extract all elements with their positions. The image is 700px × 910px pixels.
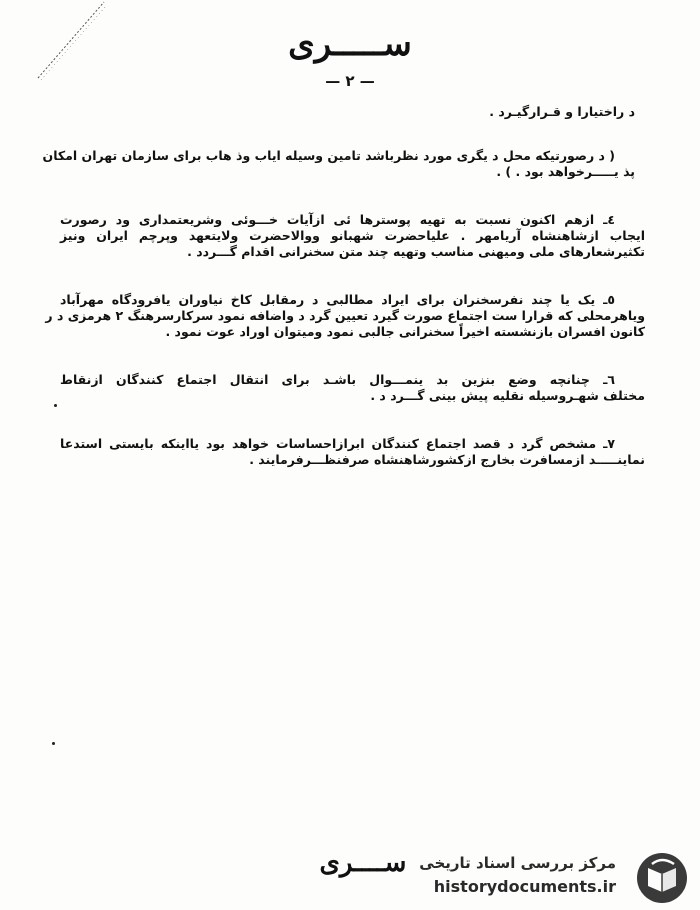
document-line: ٤ـ ازهم اکنون نسبت به تهیه پوسترها ئی ازآیات خـــوئی وشریعتمداری ود رصورت — [60, 212, 615, 227]
margin-dot — [54, 404, 57, 407]
document-body — [42, 104, 645, 468]
document-line: ٦ـ چنانچه وضع بنزین بد ینمـــوال باشـد برای انتقال اجتماع کنندگان ازنقاط — [60, 372, 615, 387]
document-line: ویاهرمحلی که قرارا ست اجتماع صورت گیرد تعیین گرد د واضافه نمود سرکارسرهنگ ۲ هرمزی د ر — [45, 308, 645, 323]
paragraph-gap — [60, 340, 645, 372]
document-line: پذ یـــــرخواهد بود . ) . — [496, 164, 635, 179]
document-line: نماینـــــد ازمسافرت بخارج ازکشورشاهنشاه صرفنظـــرفرمایند . — [249, 452, 645, 467]
paragraph-gap — [60, 260, 645, 292]
margin-dot — [52, 742, 55, 745]
document-line: کانون افسران بازنشسته اخیراً سخنرانی جالبی نمود ومیتوان اوراد عوت نمود . — [165, 324, 645, 339]
document-line: ایجاب ازشاهنشاه آریامهر . علیاحضرت شهبانو ووالاحضرت ولایتعهد وپرچم ایران ونیز — [60, 228, 645, 243]
paragraph-gap — [60, 120, 645, 148]
book-logo-icon — [634, 850, 690, 906]
page-number: — ۲ — — [325, 72, 375, 90]
document-line: د راختیارا و قـرارگیـرد . — [489, 104, 635, 119]
document-line: ٥ـ یک یا چند نفرسخنران برای ایراد مطالبی د رمقابل کاخ نیاوران یافرودگاه مهرآباد — [60, 292, 615, 307]
classification-header: ســـــری — [288, 24, 412, 64]
paragraph-gap — [60, 180, 645, 212]
archive-watermark — [406, 850, 696, 906]
document-line: ( د رصورتیکه محل د یگری مورد نظرباشد تامین وسیله ایاب وذ هاب برای سازمان تهران امکان — [42, 148, 615, 163]
watermark-title: مرکز بررسی اسناد تاریخی — [419, 854, 616, 872]
watermark-url: historydocuments.ir — [433, 877, 616, 896]
paragraph-gap — [60, 404, 645, 436]
document-line: تکثیرشعارهای ملی ومیهنی مناسب وتهیه چند متن سخنرانی اقدام گـــردد . — [187, 244, 645, 259]
classification-footer: ســــری — [319, 848, 407, 878]
document-line: مختلف شهـروسیله نقلیه پیش بینی گـــرد د . — [370, 388, 645, 403]
document-line: ٧ـ مشخص گرد د قصد اجتماع کنندگان ابرازاحساسات خواهد بود یااینکه بایستی استدعا — [60, 436, 615, 451]
